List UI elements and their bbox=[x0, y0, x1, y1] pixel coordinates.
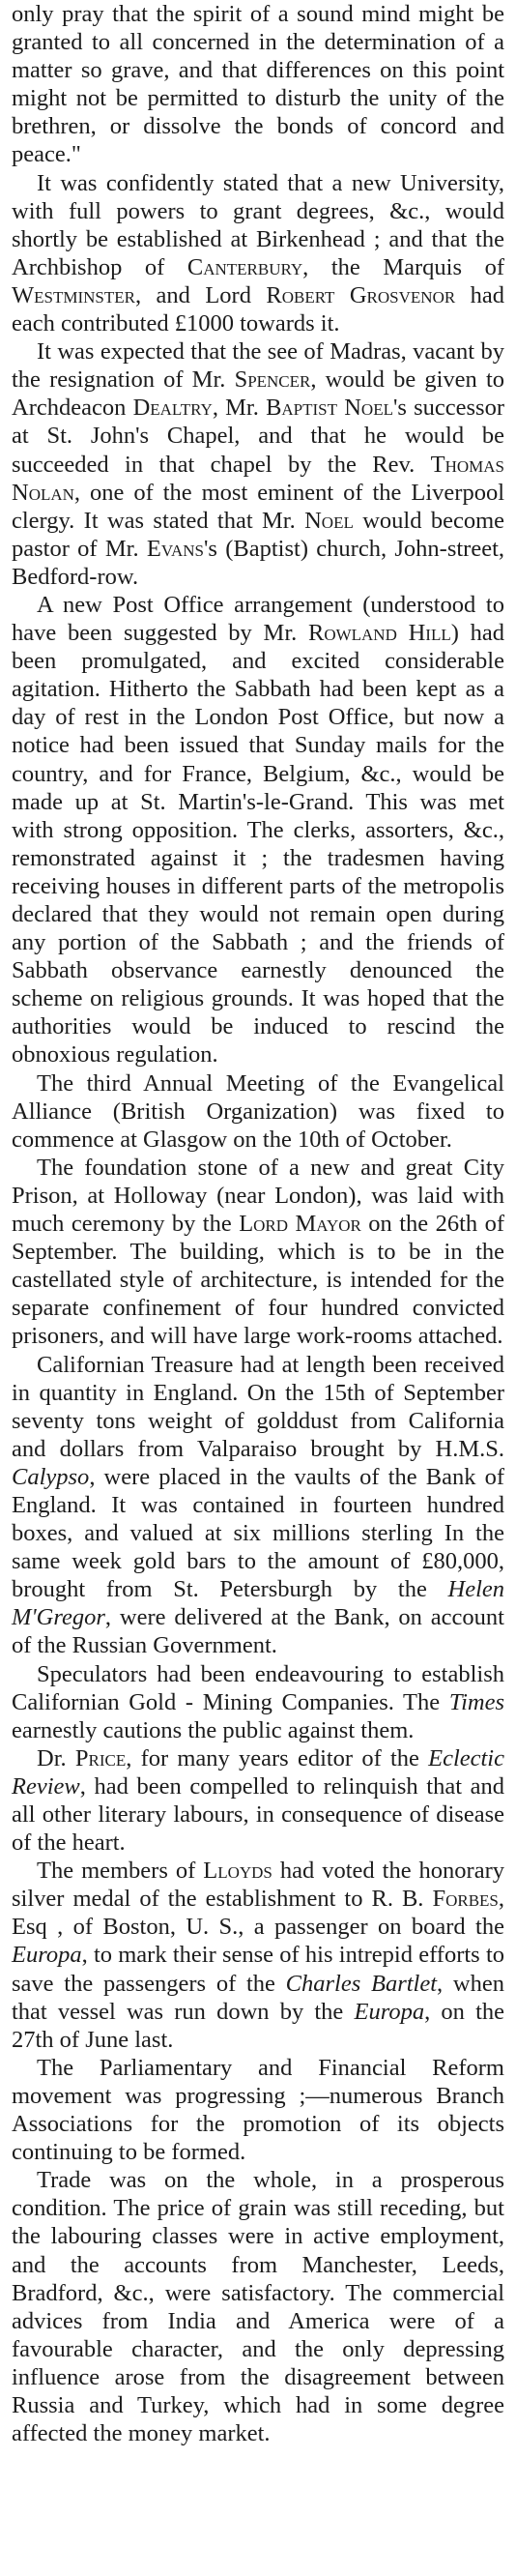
text-run: The Parliamentary and Financial Reform movement was progressing ;—numerous Branch Associations for the promotion of its objects continuing to be formed. bbox=[12, 2054, 504, 2166]
small-caps-name: Price bbox=[74, 1744, 127, 1771]
text-run: 's successor at St. John's Chapel, and that he would be succeeded in that chapel by the Rev. bbox=[12, 395, 505, 478]
text-run: , one of the most eminent of the Liverpool clergy. It was stated that Mr. bbox=[12, 479, 504, 534]
text-run: , had been compelled to relinquish that and all other literary labours, in consequence of disease of the heart. bbox=[12, 1772, 504, 1857]
paragraph-closing-prayer bbox=[12, 0, 504, 169]
text-run: It was confidently stated that a new University, with full powers to grant degrees, &c., would shortly be established at Birkenhead ; and that the Archbishop of bbox=[12, 169, 504, 280]
text-run: A new Post Office arrangement (understood to have been suggested by Mr. bbox=[12, 591, 504, 647]
text-run: , would be given to Archdeacon bbox=[12, 366, 504, 422]
text-run: , for many years editor of the bbox=[126, 1744, 429, 1771]
paragraph-trade bbox=[12, 2166, 504, 2447]
italic-title: Charles Bartlet bbox=[285, 1970, 438, 1997]
text-run: had each contributed £1000 towards it. bbox=[12, 281, 504, 337]
text-run: Speculators had been endeavouring to establish Californian Gold - Mining Companies. The bbox=[12, 1660, 504, 1715]
text-run: , the Marquis of bbox=[302, 253, 505, 280]
text-run: , Mr. bbox=[212, 395, 267, 422]
paragraph-university bbox=[12, 169, 504, 338]
small-caps-name: Baptist Noel bbox=[266, 395, 393, 422]
small-caps-name: Noel bbox=[304, 507, 354, 534]
text-run: , Esq , of Boston, U. S., a passenger on board the bbox=[12, 1886, 504, 1941]
text-run: The third Annual Meeting of the Evangelical Alliance (British Organization) was fixed to commence at Glasgow on the 10th of October. bbox=[12, 1069, 504, 1153]
paragraph-reform-movement bbox=[12, 2054, 504, 2166]
paragraph-lloyds-medal bbox=[12, 1857, 504, 2054]
italic-title: Times bbox=[448, 1688, 504, 1715]
text-run: earnestly cautions the public against them. bbox=[12, 1716, 415, 1743]
text-run: would become pastor of Mr. bbox=[12, 507, 504, 562]
small-caps-name: Forbes bbox=[432, 1886, 499, 1913]
text-run: 's (Baptist) church, John-street, Bedford-row. bbox=[12, 535, 504, 590]
text-run: Californian Treasure had at length been received in quantity in England. On the 15th of September seventy tons weight of golddust from California and dollars from Valparaiso brought by H.M.S. bbox=[12, 1351, 504, 1462]
text-run: , when that vessel was run down by the bbox=[12, 1970, 504, 2025]
italic-title: Europa bbox=[354, 1998, 425, 2025]
text-run: ) had been promulgated, and excited considerable agitation. Hitherto the Sabbath had been kept as a day of rest in the London Post Office, but now a notice had been issued that Sunday mails for the country, and for France, Belgium, &c., would be made up at St. Martin's-le-Grand. This was met with strong opposition. The clerks, assorters, &c., remonstrated against it ; the tradesmen having receiving houses in different parts of the metropolis declared that they would not remain open during any portion of the Sabbath ; and the friends of Sabbath observance earnestly denounced the scheme on religious grounds. It was hoped that the authorities would be induced to rescind the obnoxious regulation. bbox=[12, 620, 504, 1068]
small-caps-name: Spencer bbox=[234, 366, 311, 394]
text-run: The members of bbox=[37, 1858, 204, 1885]
text-run: had voted the honorary silver medal of the establishment to R. B. bbox=[12, 1858, 504, 1913]
paragraph-post-office bbox=[12, 591, 504, 1069]
small-caps-name: Lord Mayor bbox=[239, 1211, 361, 1238]
text-run: , to mark their sense of his intrepid efforts to save the passengers of the bbox=[12, 1942, 504, 1997]
italic-title: Helen M'Gregor bbox=[12, 1576, 504, 1631]
paragraph-evangelical-alliance bbox=[12, 1069, 504, 1154]
small-caps-name: Thomas Nolan bbox=[12, 451, 504, 506]
italic-title: Eclectic Review bbox=[12, 1744, 504, 1800]
small-caps-name: Lloyds bbox=[203, 1858, 272, 1885]
text-run: Dr. bbox=[37, 1744, 75, 1771]
text-run: , were placed in the vaults of the Bank of England. It was contained in fourteen hundred boxes, and valued at six millions sterling In the same week gold bars to the amount of £80,000, brought from St. Petersburgh by the bbox=[12, 1463, 504, 1603]
italic-title: Europa bbox=[12, 1942, 82, 1969]
text-run: , and Lord bbox=[134, 281, 267, 308]
small-caps-name: Dealtry bbox=[132, 395, 213, 422]
small-caps-name: Canterbury bbox=[186, 253, 303, 280]
text-run: Trade was on the whole, in a prosperous condition. The price of grain was still receding, but the labouring classes were in active employment, and the accounts from Manchester, Leeds, Bradford, &c., were satisfactory. The commercial advices from India and America were of a favourable character, and the only depressing influence arose from the disagreement between Russia and Turkey, which had in some degree affected the money market. bbox=[12, 2167, 504, 2447]
small-caps-name: Rowland Hill bbox=[307, 620, 451, 647]
text-run: , on the 27th of June last. bbox=[12, 1998, 505, 2053]
paragraph-madras-see bbox=[12, 337, 504, 591]
text-run: only pray that the spirit of a sound mind might be granted to all concerned in the determination of a matter so grave, and that differences on this point might not be permitted to disturb the unity of the brethren, or dissolve the bonds of concord and peace." bbox=[12, 1, 504, 168]
small-caps-name: Evans bbox=[146, 535, 204, 562]
text-run: on the 26th of September. The building, which is to be in the castellated style of architecture, is intended for the separate confinement of four hundred convicted prisoners, and will have large work-rooms attached. bbox=[12, 1211, 504, 1350]
paragraph-mining-companies bbox=[12, 1660, 504, 1744]
text-run: It was expected that the see of Madras, vacant by the resignation of Mr. bbox=[12, 338, 504, 394]
paragraph-dr-price bbox=[12, 1744, 504, 1857]
text-run: , were delivered at the Bank, on account of the Russian Government. bbox=[12, 1604, 504, 1659]
small-caps-name: Westminster bbox=[12, 281, 135, 308]
small-caps-name: Robert Grosvenor bbox=[266, 281, 456, 308]
italic-title: Calypso bbox=[12, 1463, 90, 1490]
paragraph-californian-treasure bbox=[12, 1351, 504, 1660]
paragraph-city-prison bbox=[12, 1154, 504, 1351]
text-run: The foundation stone of a new and great City Prison, at Holloway (near London), was laid with much ceremony by the bbox=[12, 1154, 504, 1238]
